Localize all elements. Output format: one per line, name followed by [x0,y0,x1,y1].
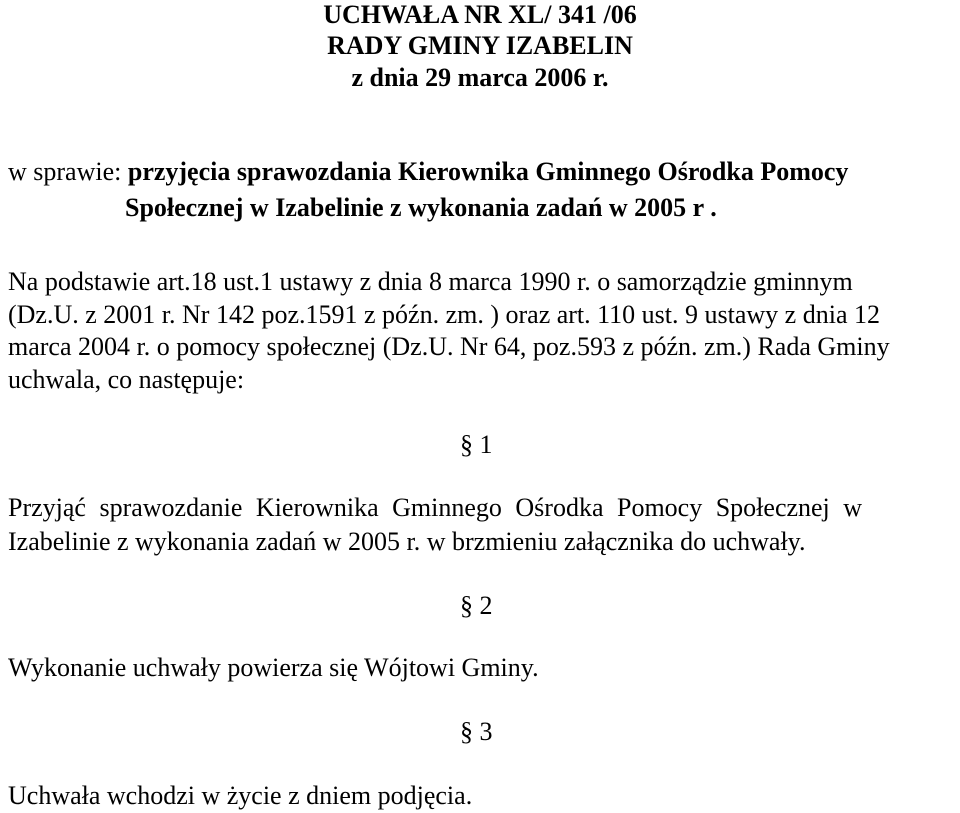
section-1-text-line-2: Izabelinie z wykonania zadań w 2005 r. w brzmieniu załącznika do uchwały. [8,527,806,556]
subject-line-2: Społecznej w Izabelinie z wykonania zadań w 2005 r . [125,193,717,222]
section-1-text-line-1 [8,491,954,525]
section-mark-2: § 2 [460,591,493,620]
subject-line-1 [8,155,848,189]
section-mark-1: § 1 [460,430,493,459]
preamble-line-4: uchwala, co następuje: [8,365,245,394]
section-mark-3: § 3 [460,717,493,746]
preamble-line-3: marca 2004 r. o pomocy społecznej (Dz.U. Nr 64, poz.593 z późn. zm.) Rada Gminy [8,332,890,361]
subject-title: przyjęcia sprawozdania Kierownika Gminnego Ośrodka Pomocy [127,157,849,186]
section-1-text: Przyjąć sprawozdanie Kierownika Gminnego Ośrodka Pomocy Społecznej w [8,493,863,522]
preamble-line-2: (Dz.U. z 2001 r. Nr 142 poz.1591 z późn. zm. ) oraz art. 110 ust. 9 ustawy z dnia 12 [8,300,880,329]
section-3-text: Uchwała wchodzi w życie z dniem podjęcia. [8,781,473,810]
subject-prefix: w sprawie: [8,157,128,186]
preamble-line-1: Na podstawie art.18 ust.1 ustawy z dnia 8 marca 1990 r. o samorządzie gminnym [8,267,853,296]
section-2-text: Wykonanie uchwały powierza się Wójtowi Gminy. [8,653,539,682]
council-name: RADY GMINY IZABELIN [327,31,633,60]
resolution-number: UCHWAŁA NR XL/ 341 /06 [323,0,637,29]
resolution-date: z dnia 29 marca 2006 r. [351,63,609,92]
